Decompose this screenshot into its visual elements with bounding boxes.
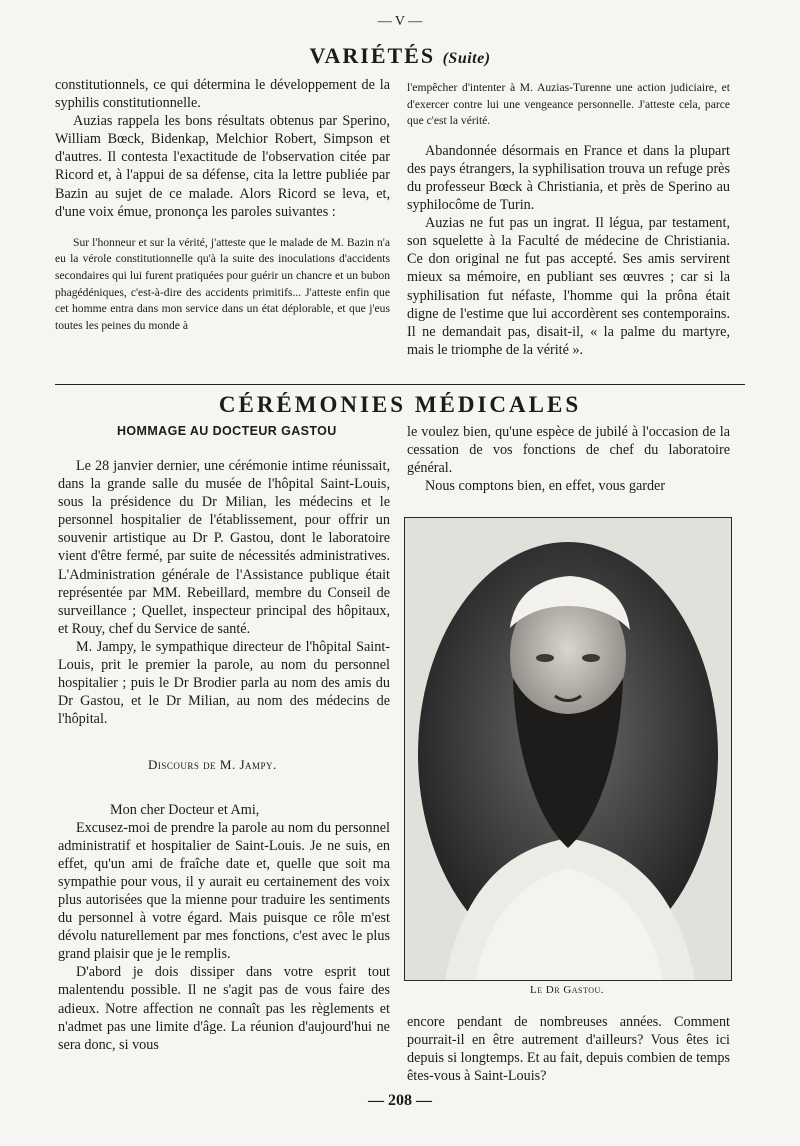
page-number: — 208 — [368,1092,432,1109]
paragraph: Auzias rappela les bons résultats obtenus par Sperino, William Bœck, Bidenkap, Melchior Robert, Simpson et d'autres. Il contesta l'exactitude de l'observation citée par Ricord et, à l'appui de sa défense, cita la lettre publiée par Bazin au sujet de ce malade. Alors Ricord se leva, et, d'une voix émue, prononça les paroles suivantes : [55,113,390,220]
section-divider [55,384,745,385]
paragraph: D'abord je dois dissiper dans votre esprit tout malentendu possible. Il ne s'agit pas de vous faire des adieux. Notre affection ne connaît pas les règlements et n'admet pas une limite d'âge. La réunion d'aujourd'hui ne sera donc, si vous [58,964,390,1053]
section-title-text: VARIÉTÉS [309,43,436,68]
paragraph: Le 28 janvier dernier, une cérémonie intime réunissait, dans la grande salle du musée de l'hôpital Saint-Louis, sous la présidence du Dr Milian, les médecins et le personnel hospitalier de l'établissement, pour offrir un souvenir artistique au Dr P. Gastou, dont le laboratoire vient d'être fermé, par suite de nécessités administratives. L'Administration générale de l'Assistance publique était représentée par MM. Rebeillard, membre du Conseil de surveillance ; Quellet, inspecteur principal des hôpitaux, et Rouy, chef du Service de santé. [58,458,390,637]
ceremonies-right-column-bottom [407,1013,730,1085]
section-title [0,43,800,69]
salutation: Mon cher Docteur et Ami, [110,801,260,818]
photo-caption-line: Le Dr Gastou. [529,984,605,996]
paragraph: Excusez-moi de prendre la parole au nom du personnel administratif et hospitalier de Saint-Louis. Je ne suis, en effet, qu'un ami de fraîche date et, quelle que soit ma sympathie pour vous, il y aurait eu certainement des voix plus autorisées que la mienne pour traduire les sentiments du personnel à votre égard. Mais puisque ce rôle m'est dévolu naturellement par mes fonctions, c'est avec le plus grand plaisir que je le remplis. [58,819,390,963]
ceremonies-right-column-top [407,423,730,495]
varietes-right-column [407,80,730,359]
ricord-quote: Sur l'honneur et sur la vérité, j'atteste que le malade de M. Bazin n'a eu la vérole constitutionnelle qu'à la suite des inoculations d'accidents secondaires qui lui furent pratiquées pour guérir un chancre et un bubon phagédéniques, c'est-à-dire des accidents primitifs... J'atteste enfin que cet homme entra dans mon service dans un état déplorable, et que j'eus toutes les peines du monde à [55,235,390,332]
paragraph: encore pendant de nombreuses années. Comment pourrait-il en être autrement d'ailleurs? Vous êtes ici depuis si longtemps. Et au fait, depuis combien de temps êtes-vous à Saint-Louis? [407,1014,730,1085]
ceremonies-subtitle: HOMMAGE AU DOCTEUR GASTOU [117,424,337,438]
paragraph: le voulez bien, qu'une espèce de jubilé à l'occasion de la cessation de vos fonctions de chef du laboratoire général. [407,424,730,477]
ricord-quote-continued: l'empêcher d'intenter à M. Auzias-Turenne une action judiciaire, et d'exercer contre lui une vengeance personnelle. J'atteste cela, parce que c'est la vérité. [407,81,730,128]
page-folio: — V — [377,14,423,29]
portrait-photo [404,517,732,981]
paragraph: constitutionnels, ce qui détermina le développement de la syphilis constitutionnelle. [55,77,390,112]
discours-title: Discours de M. Jampy. [148,757,277,773]
paragraph: Abandonnée désormais en France et dans la plupart des pays étrangers, la syphilisation trouva un refuge près du professeur Bœck à Christiania, et près de Sperino au syphilocôme de Turin. [407,142,730,214]
portrait-image [405,518,731,980]
section-title-suite: (Suite) [442,50,491,67]
paragraph: Auzias ne fut pas un ingrat. Il légua, par testament, son squelette à la Faculté de médecine de Christiania. Ce don original ne fut pas accepté. Ses amis servirent mieux sa mémoire, en publiant ses œuvres ; car si la syphilisation fut néfaste, l'homme qui la prôna était digne de l'estime que lui accordèrent ses contemporains. Il ne demandait pas, disait-il, « la palme du martyre, mais le triomphe de la vérité ». [407,215,730,358]
ceremonies-left-column [58,457,390,1054]
paragraph: Nous comptons bien, en effet, vous garder [425,478,666,495]
paragraph: M. Jampy, le sympathique directeur de l'hôpital Saint-Louis, prit le premier la parole, au nom du personnel hospitalier ; puis le Dr Brodier parla au nom des amis du Dr Gastou, et le Dr Milian, au nom des médecins de l'hôpital. [58,638,390,728]
ceremonies-title: CÉRÉMONIES MÉDICALES [218,392,582,417]
varietes-left-column [55,76,390,334]
